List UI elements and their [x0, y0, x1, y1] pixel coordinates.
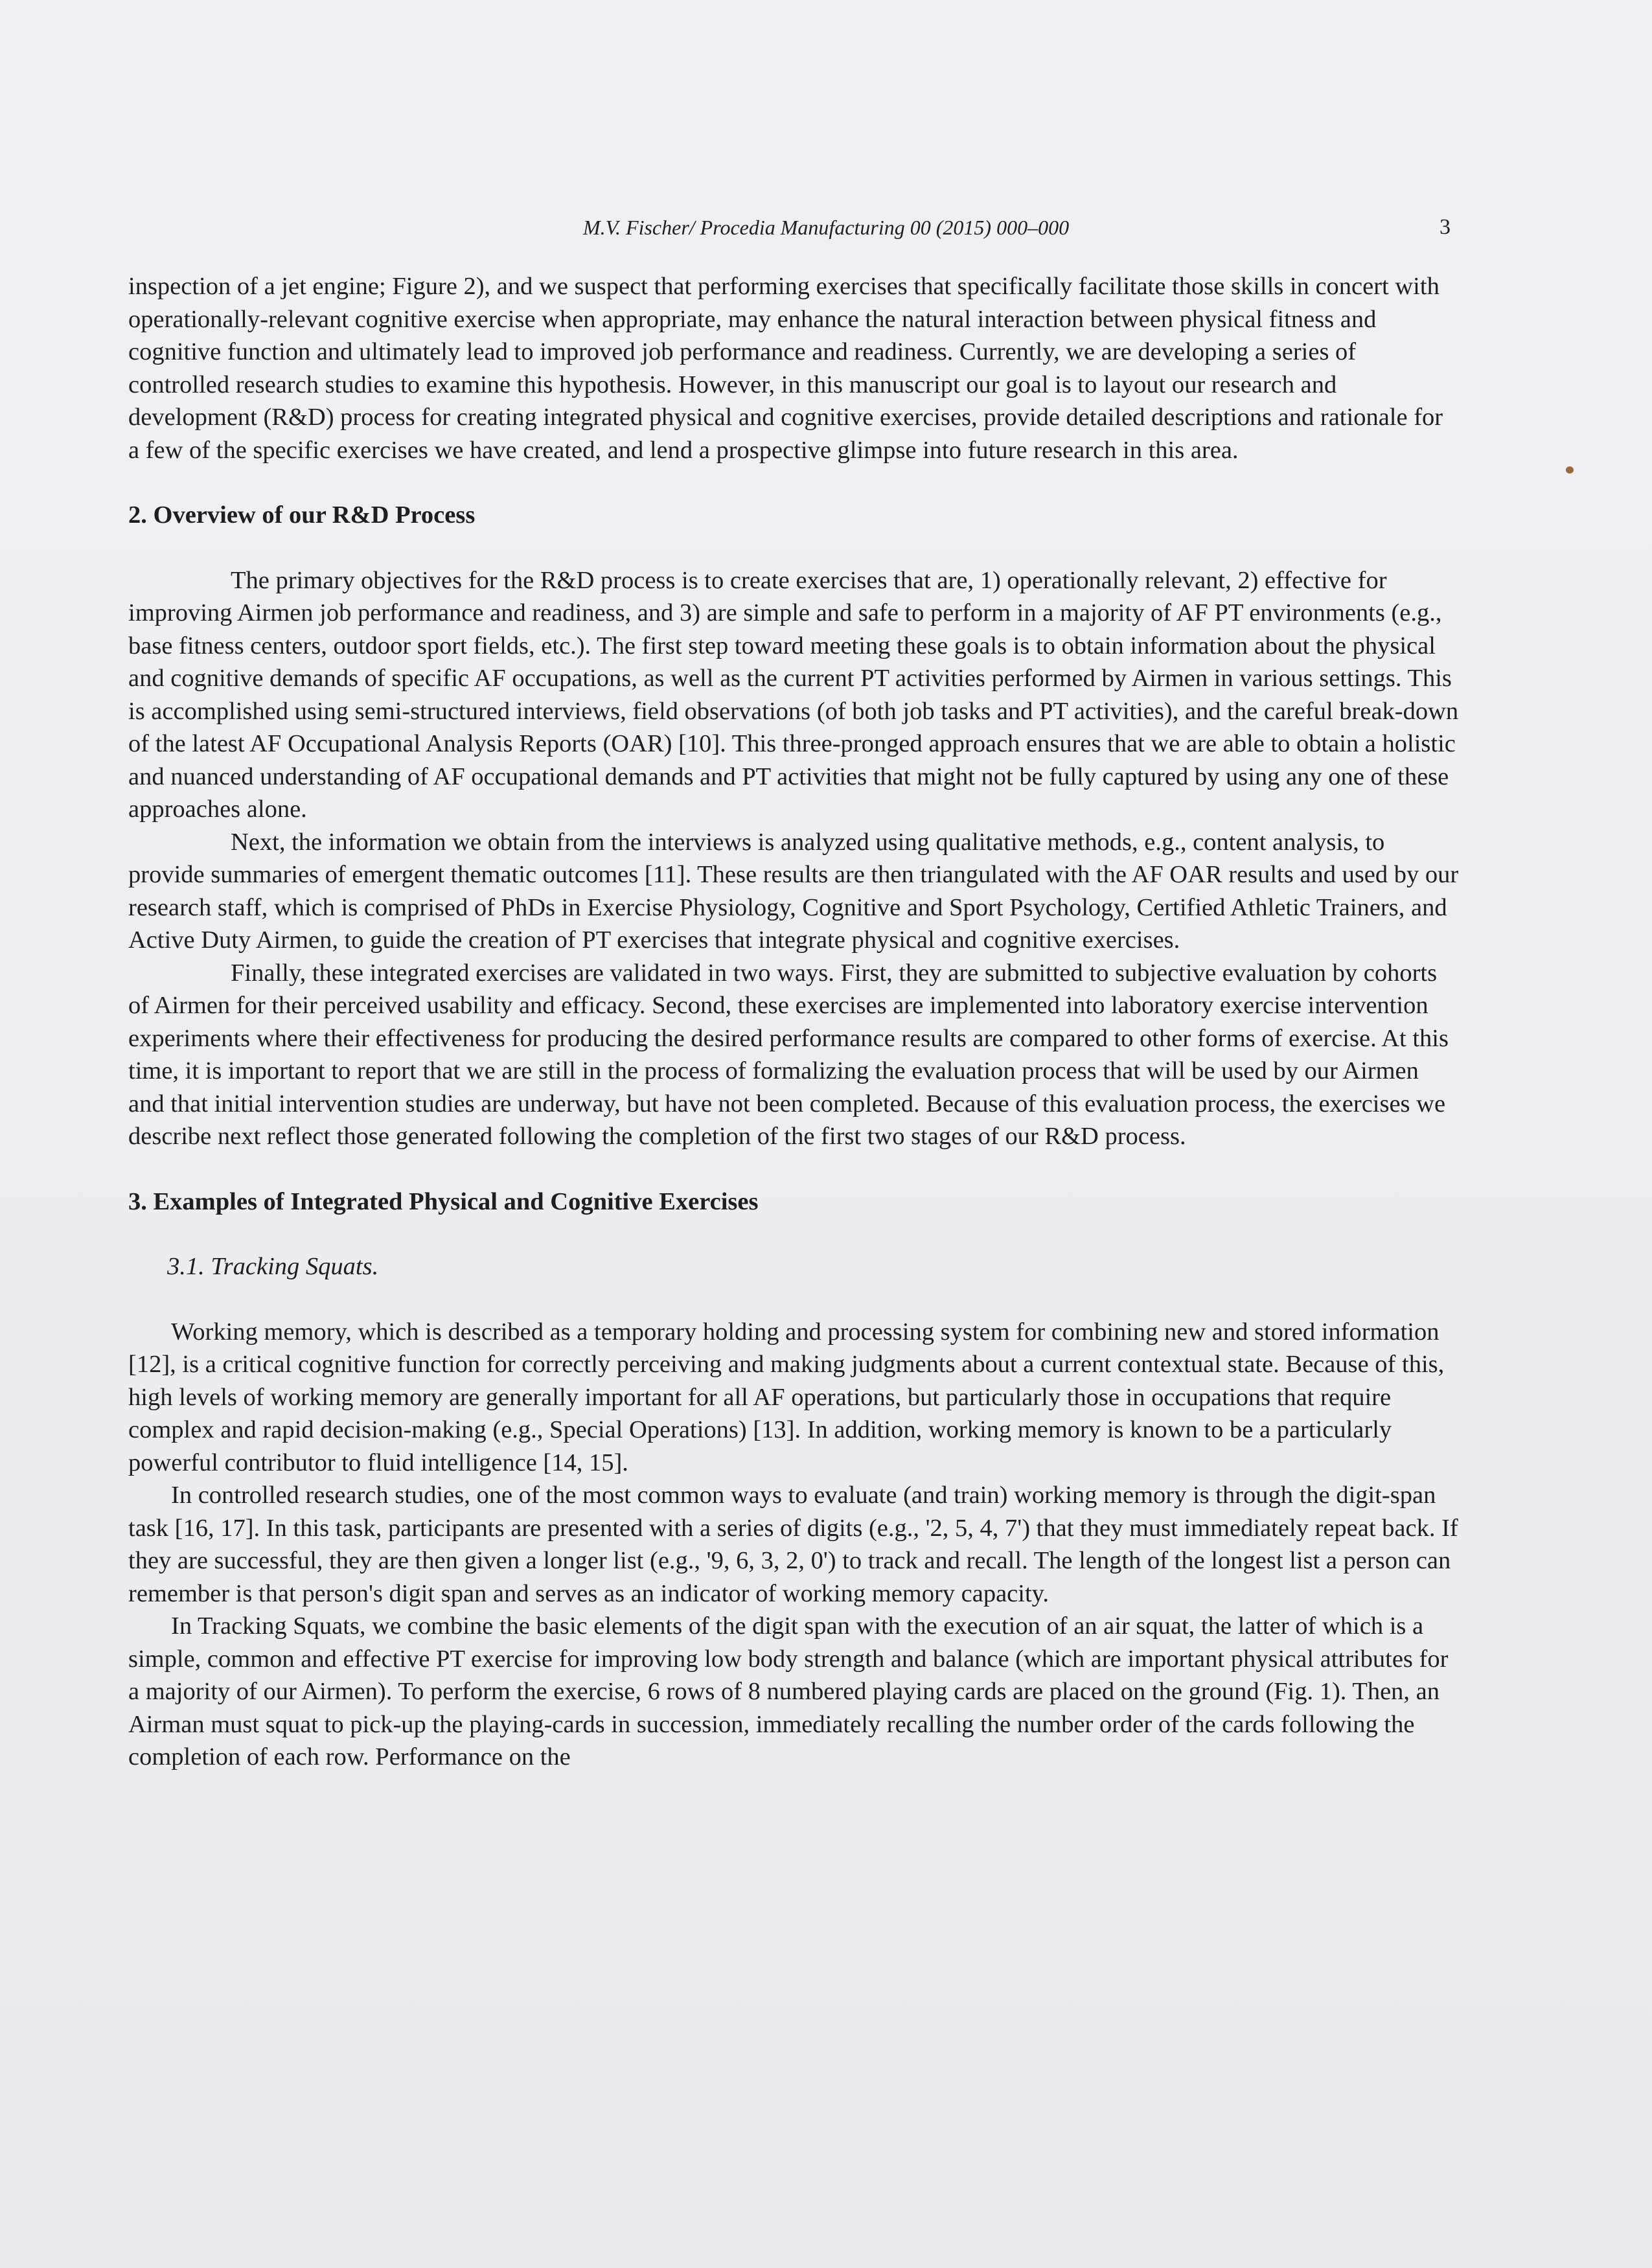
scan-speck [1566, 466, 1574, 474]
section3-paragraph-3: In Tracking Squats, we combine the basic elements of the digit span with the execution of an air squat, the latter of which is a simple, common and effective PT exercise for improving low body strength and balance (which are important physical attributes for a majority of our Airmen). To perform the exercise, 6 rows of 8 numbered playing cards are placed on the ground (Fig. 1). Then, an Airman must squat to pick-up the playing-cards in succession, immediately recalling the number order of the cards following the completion of each row. Performance on the [128, 1612, 1449, 1770]
intro-paragraph: inspection of a jet engine; Figure 2), and we suspect that performing exercises that specifically facilitate those skills in concert with operationally-relevant cognitive exercise when appropriate, may enhance the natural interaction between physical fitness and cognitive function and ultimately lead to improved job performance and readiness. Currently, we are developing a series of controlled research studies to examine this hypothesis. However, in this manuscript our goal is to layout our research and development (R&D) process for creating integrated physical and cognitive exercises, provide detailed descriptions and rationale for a few of the specific exercises we have created, and lend a prospective glimpse into future research in this area. [128, 273, 1443, 464]
main-content [128, 270, 1460, 1774]
page-number: 3 [1440, 215, 1451, 239]
section3-paragraph-1: Working memory, which is described as a temporary holding and processing system for combining new and stored information [12], is a critical cognitive function for correctly perceiving and making judgments about a current contextual state. Because of this, high levels of working memory are generally important for all AF operations, but particularly those in occupations that require complex and rapid decision-making (e.g., Special Operations) [13]. In addition, working memory is known to be a particularly powerful contributor to fluid intelligence [14, 15]. [128, 1318, 1445, 1476]
page-header [0, 211, 1652, 244]
section-heading-examples: 3. Examples of Integrated Physical and Cognitive Exercises [128, 1187, 759, 1215]
section2-paragraph-3: Finally, these integrated exercises are validated in two ways. First, they are submitted to subjective evaluation by cohorts of Airmen for their perceived usability and efficacy. Second, these exercises are implemented into laboratory exercise intervention experiments where their effectiveness for producing the desired performance results are compared to other forms of exercise. At this time, it is important to report that we are still in the process of formalizing the evaluation process that will be used by our Airmen and that initial intervention studies are underway, but have not been completed. Because of this evaluation process, the exercises we describe next reflect those generated following the completion of the first two stages of our R&D process. [128, 959, 1449, 1150]
section2-paragraph-1: The primary objectives for the R&D process is to create exercises that are, 1) operationally relevant, 2) effective for improving Airmen job performance and readiness, and 3) are simple and safe to perform in a majority of AF PT environments (e.g., base fitness centers, outdoor sport fields, etc.). The first step toward meeting these goals is to obtain information about the physical and cognitive demands of specific AF occupations, as well as the current PT activities performed by Airmen in various settings. This is accomplished using semi-structured interviews, field observations (of both job tasks and PT activities), and the careful break-down of the latest AF Occupational Analysis Reports (OAR) [10]. This three-pronged approach ensures that we are able to obtain a holistic and nuanced understanding of AF occupational demands and PT activities that might not be fully captured by using any one of these approaches alone. [128, 566, 1459, 823]
running-head: M.V. Fischer/ Procedia Manufacturing 00 (2015) 000–000 [582, 216, 1070, 239]
section-heading-overview: 2. Overview of our R&D Process [128, 501, 476, 529]
subsection-heading-tracking-squats: 3.1. Tracking Squats. [167, 1253, 379, 1280]
section2-paragraph-2: Next, the information we obtain from the interviews is analyzed using qualitative methods, e.g., content analysis, to provide summaries of emergent thematic outcomes [11]. These results are then triangulated with the AF OAR results and used by our research staff, which is comprised of PhDs in Exercise Physiology, Cognitive and Sport Psychology, Certified Athletic Trainers, and Active Duty Airmen, to guide the creation of PT exercises that integrate physical and cognitive exercises. [128, 828, 1459, 954]
section3-paragraph-2: In controlled research studies, one of the most common ways to evaluate (and train) working memory is through the digit-span task [16, 17]. In this task, participants are presented with a series of digits (e.g., '2, 5, 4, 7') that they must immediately repeat back. If they are successful, they are then given a longer list (e.g., '9, 6, 3, 2, 0') to track and recall. The length of the longest list a person can remember is that person's digit span and serves as an indicator of working memory capacity. [128, 1482, 1458, 1607]
